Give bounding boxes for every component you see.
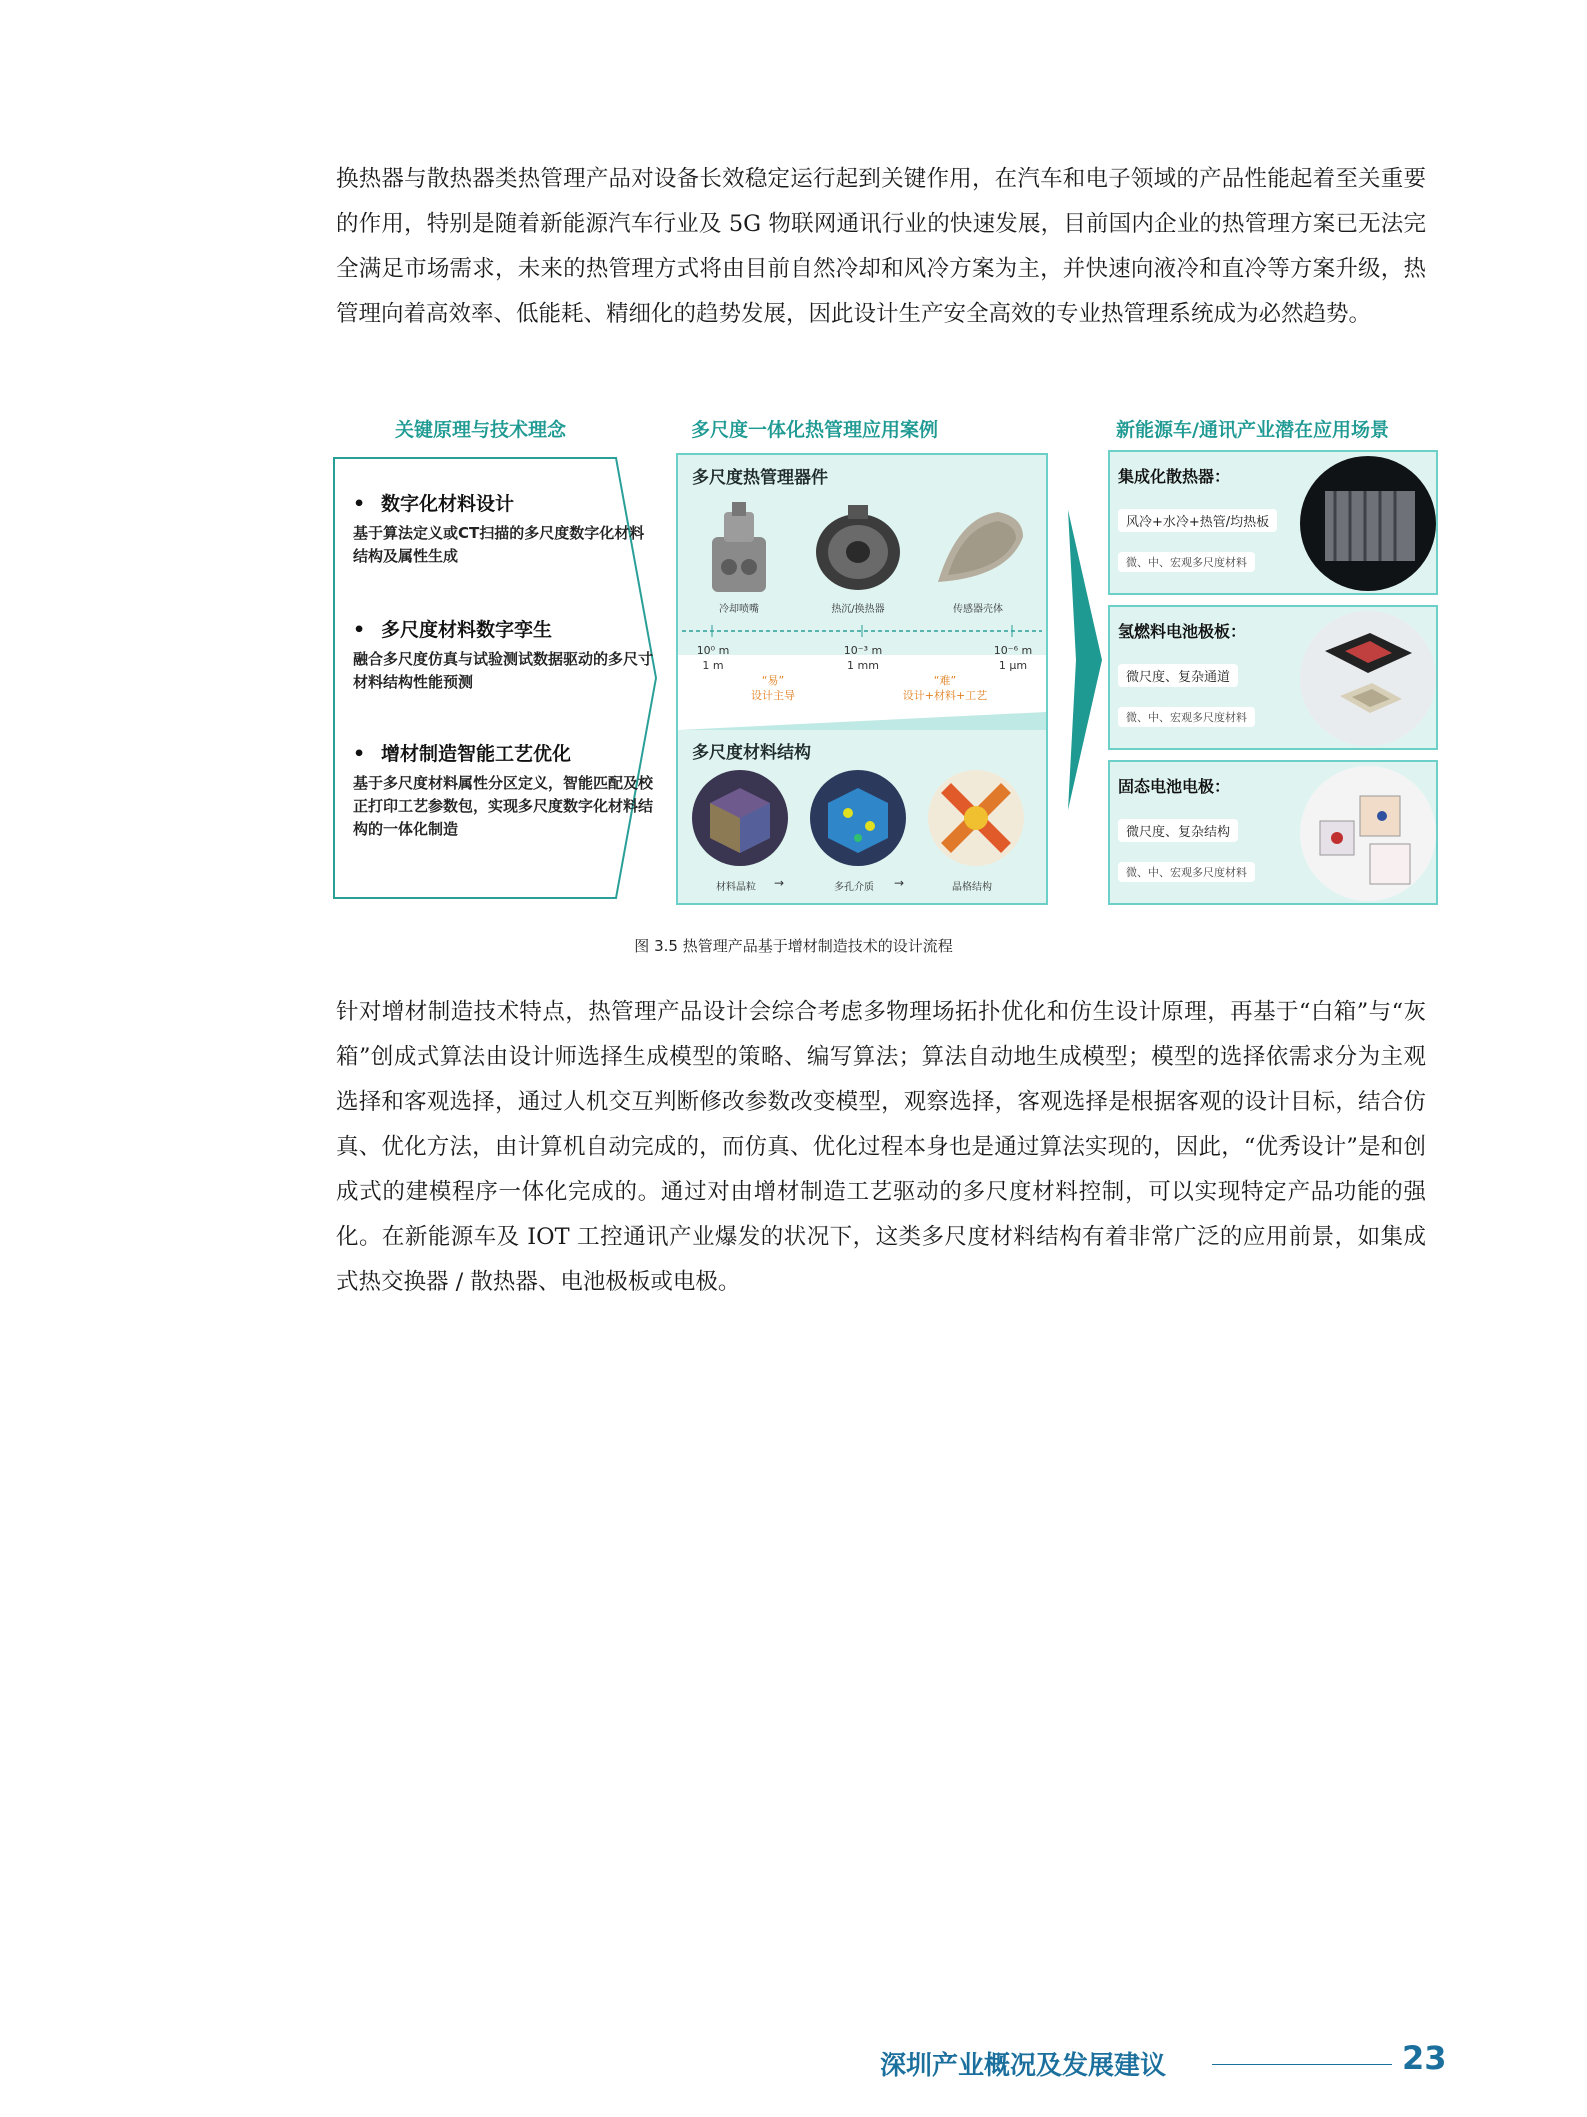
principle-body: 融合多尺度仿真与试验测试数据驱动的多尺寸材料结构性能预测 [353, 650, 654, 691]
principle-body: 基于多尺度材料属性分区定义，智能匹配及校正打印工艺参数包，实现多尺度数字化材料结构的一体化制造 [353, 774, 654, 838]
devices-title: 多尺度热管理器件 [692, 468, 828, 488]
application-chip: 微尺度、复杂结构 [1118, 819, 1238, 842]
principle-item [353, 615, 653, 694]
lattice-structure-image [926, 768, 1026, 868]
scale-label: 10⁰ m 1 m [696, 644, 730, 672]
body-paragraph [336, 990, 1426, 1305]
device-label: 传感器壳体 [953, 604, 1003, 615]
scale-label: 10⁻³ m 1 mm [843, 644, 883, 672]
principle-head: • 多尺度材料数字孪生 [353, 615, 653, 642]
solid-battery-electrode-image [1300, 766, 1436, 901]
cooling-nozzle-image [694, 497, 784, 597]
principle-head: • 增材制造智能工艺优化 [353, 739, 653, 766]
material-label: 材料晶粒 [716, 882, 756, 893]
heat-sink-image [808, 497, 908, 597]
arrow-icon: → [894, 876, 905, 890]
arrow-icon: → [774, 876, 785, 890]
principle-item [353, 489, 653, 568]
principles-panel [333, 457, 658, 900]
left-column-title: 关键原理与技术理念 [395, 419, 567, 441]
principle-head: • 数字化材料设计 [353, 489, 653, 516]
hard-note: “难” 设计+材料+工艺 [902, 674, 988, 702]
application-title: 氢燃料电池极板： [1118, 622, 1247, 641]
paragraph-text: 换热器与散热器类热管理产品对设备长效稳定运行起到关键作用，在汽车和电子领域的产品性能起着至关重要的作用，特别是随着新能源汽车行业及 5G 物联网通讯行业的快速发展，目前国内企业的热管理方案已无法完全满足市场需求，未来的热管理方式将由目前自然冷却和风冷方案为主，并快速向液冷和直冷等方案升级，热管理向着高效率、低能耗、精细化的趋势发展，因此设计生产安全高效的专业热管理系统成为必然趋势。 [336, 166, 1426, 327]
porous-media-image [808, 768, 908, 868]
application-note: 微、中、宏观多尺度材料 [1118, 707, 1255, 727]
flow-arrow-icon [1068, 510, 1102, 810]
application-chip: 微尺度、复杂通道 [1118, 664, 1238, 687]
application-box [1108, 605, 1438, 750]
devices-section [678, 455, 1046, 655]
gradient-wedge [678, 710, 1046, 732]
material-label: 晶格结构 [952, 882, 992, 893]
middle-column-title: 多尺度一体化热管理应用案例 [691, 419, 939, 441]
materials-section [678, 730, 1046, 903]
sensor-housing-image [928, 497, 1028, 597]
scale-label: 10⁻⁶ m 1 μm [993, 644, 1033, 672]
page-number: 23 [1402, 2039, 1447, 2077]
device-label: 冷却喷嘴 [719, 604, 759, 615]
scale-axis [682, 623, 1044, 643]
easy-note: “易” 设计主导 [751, 674, 795, 702]
integrated-radiator-image [1300, 456, 1436, 591]
application-box [1108, 760, 1438, 905]
application-chip: 风冷+水冷+热管/均热板 [1118, 509, 1277, 532]
principle-item [353, 739, 653, 841]
grain-cube-image [690, 768, 790, 868]
figure-caption: 图 3.5 热管理产品基于增材制造技术的设计流程 [634, 937, 953, 955]
principle-body: 基于算法定义或CT扫描的多尺度数字化材料结构及属性生成 [353, 524, 645, 565]
footer-divider [1212, 2064, 1392, 2065]
right-column-title: 新能源车/通讯产业潜在应用场景 [1116, 419, 1389, 441]
fuel-cell-plate-image [1300, 611, 1436, 746]
cases-panel [676, 453, 1048, 905]
design-flow-figure [333, 410, 1438, 910]
application-title: 集成化散热器： [1118, 467, 1231, 486]
application-title: 固态电池电极： [1118, 777, 1231, 796]
application-box [1108, 450, 1438, 595]
application-note: 微、中、宏观多尺度材料 [1118, 552, 1255, 572]
application-note: 微、中、宏观多尺度材料 [1118, 862, 1255, 882]
intro-paragraph [336, 157, 1426, 337]
material-label: 多孔介质 [834, 882, 874, 893]
footer-title: 深圳产业概况及发展建议 [880, 2051, 1167, 2081]
materials-title: 多尺度材料结构 [692, 743, 811, 763]
paragraph-text: 针对增材制造技术特点，热管理产品设计会综合考虑多物理场拓扑优化和仿生设计原理，再基于“白箱”与“灰箱”创成式算法由设计师选择生成模型的策略、编写算法；算法自动地生成模型；模型的选择依需求分为主观选择和客观选择，通过人机交互判断修改参数改变模型，观察选择，客观选择是根据客观的设计目标，结合仿真、优化方法，由计算机自动完成的，而仿真、优化过程本身也是通过算法实现的，因此，“优秀设计”是和创成式的建模程序一体化完成的。通过对由增材制造工艺驱动的多尺度材料控制，可以实现特定产品功能的强化。在新能源车及 IOT 工控通讯产业爆发的状况下，这类多尺度材料结构有着非常广泛的应用前景，如集成式热交换器 / 散热器、电池极板或电极。 [336, 999, 1426, 1295]
device-label: 热沉/换热器 [831, 604, 885, 615]
